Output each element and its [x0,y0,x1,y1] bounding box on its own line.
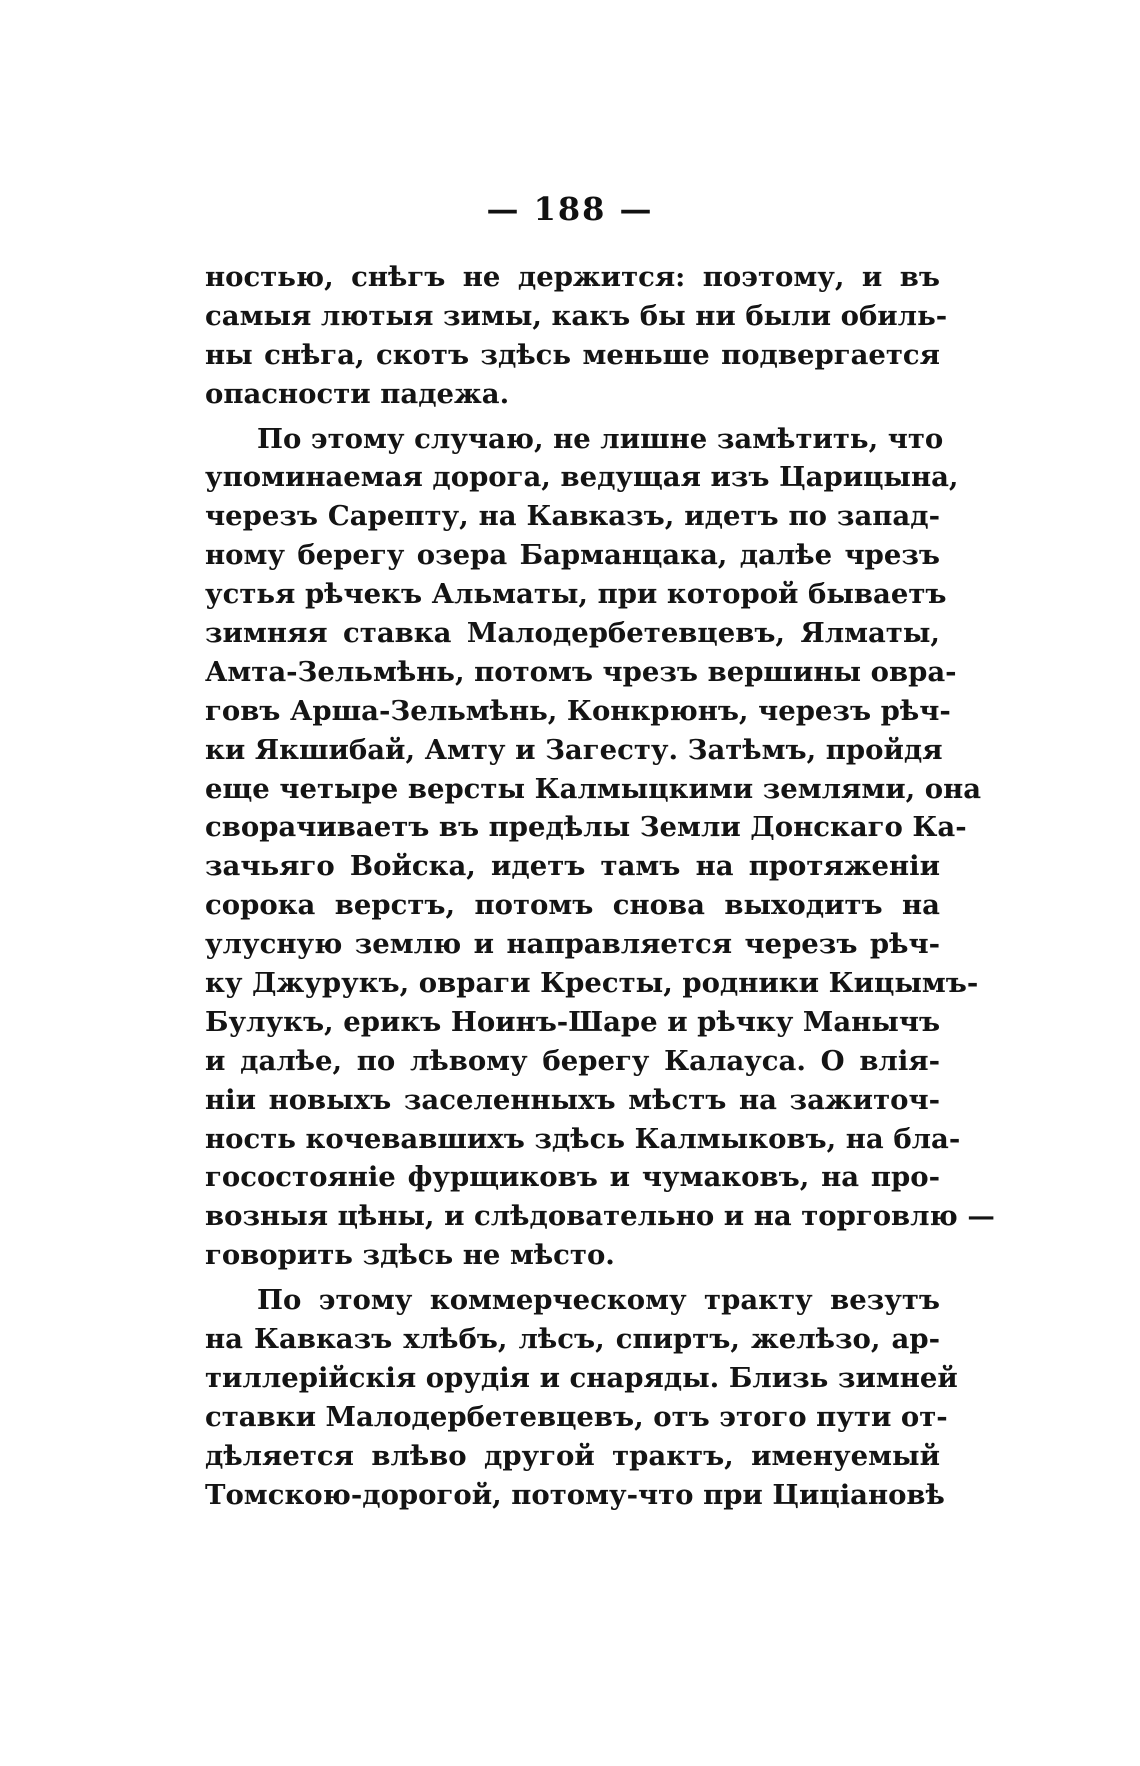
text-line: говъ Арша-Зельмѣнь, Конкрюнъ, черезъ рѣч- [205,694,951,727]
text-line: По этому коммерческому тракту везутъ [257,1284,940,1317]
page-number: — 188 — [486,190,654,228]
text-line: упоминаемая дорога, ведущая изъ Царицына, [205,461,959,494]
text-line: самыя лютыя зимы, какъ бы ни были обиль- [205,299,948,332]
text-line: По этому случаю, не лишне замѣтить, что [257,422,944,455]
text-line: сворачиваетъ въ предѣлы Земли Донскаго Ка- [205,811,967,844]
text-line: ностью, снѣгъ не держится: поэтому, и въ [205,261,940,293]
text-line: черезъ Сарепту, на Кавказъ, идетъ по запад- [205,500,940,533]
text-line: улусную землю и направляется черезъ рѣч- [205,928,940,961]
text-line: дѣляется влѣво другой трактъ, именуемый [205,1439,940,1472]
text-line: еще четыре версты Калмыцкими землями, она [205,772,982,805]
text-line: и далѣе, по лѣвому берегу Калауса. О влія- [205,1044,940,1077]
text-line: ность кочевавшихъ здѣсь Калмыковъ, на бла- [205,1122,961,1155]
text-line: Булукъ, ерикъ Ноинъ-Шаре и рѣчку Манычъ [205,1005,941,1038]
text-line: Амта-Зельмѣнь, потомъ чрезъ вершины овра- [205,655,957,688]
text-line: устья рѣчекъ Альматы, при которой бываетъ [205,578,947,611]
text-line: ному берегу озера Барманцака, далѣе чрезъ [205,539,940,572]
text-line: зачьяго Войска, идетъ тамъ на протяженіи [205,850,940,883]
text-line: ніи новыхъ заселенныхъ мѣстъ на зажиточ- [205,1083,940,1116]
text-line: сорока верстъ, потомъ снова выходитъ на [205,889,940,922]
text-line: тиллерійскія орудія и снаряды. Близь зимней [205,1361,958,1394]
text-line: зимняя ставка Малодербетевцевъ, Ялматы, [205,617,940,650]
text-line: ны снѣга, скотъ здѣсь меньше подвергается [205,338,940,371]
text-line: госостояніе фурщиковъ и чумаковъ, на про- [205,1161,940,1194]
text-line: ки Якшибай, Амту и Загесту. Затѣмъ, пройдя [205,733,943,766]
body-text [205,258,995,1515]
text-line: опасности падежа. [205,377,510,410]
text-line: Томскою-дорогой, потому-что при Цицiановѣ [205,1478,945,1511]
text-line: говорить здѣсь не мѣсто. [205,1239,615,1272]
text-line: возныя цѣны, и слѣдовательно и на торговлю — [205,1200,995,1233]
text-line: ставки Малодербетевцевъ, отъ этого пути от- [205,1400,948,1433]
text-line: ку Джурукъ, овраги Кресты, родники Кицымъ- [205,967,979,1000]
text-line: на Кавказъ хлѣбъ, лѣсъ, спиртъ, желѣзо, ар- [205,1323,940,1356]
